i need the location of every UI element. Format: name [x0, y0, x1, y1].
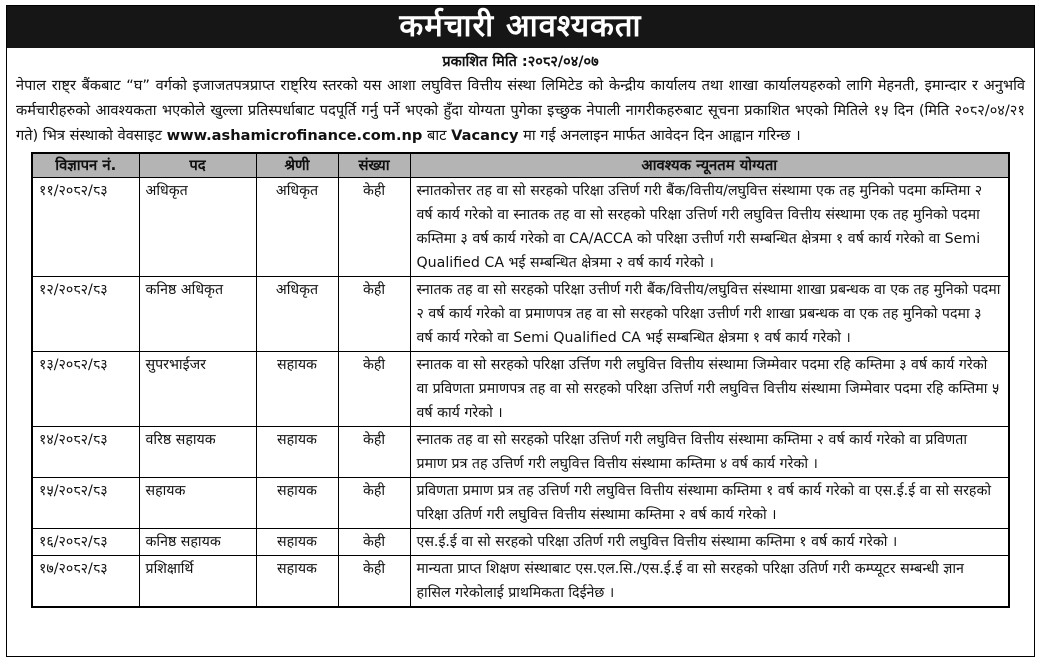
qualification-cell: स्नातक तह वा सो सरहको परिक्षा उत्तिर्ण गरी लघुवित्त वित्तीय संस्थामा कम्तिमा २ वर्ष कार्य गरेको वा प्रविणता प्रमाण प्रत्र तह उत्तिर्ण गरी लघुवित्त वित्तीय संस्थामा कम्तिमा ४ वर्ष कार्य गरेको ।: [410, 427, 1009, 478]
website-url: www.ashamicrofinance.com.np: [166, 127, 423, 145]
count-cell: केही: [338, 178, 410, 277]
column-header-count: संख्या: [338, 153, 410, 178]
table-row: [32, 529, 1009, 556]
qualification-cell: स्नातक तह वा सो सरहको परिक्षा उत्तीर्ण गरी बैंक/वित्तीय/लघुवित्त संस्थामा शाखा प्रबन्धक वा एक तह मुनिको पदमा २ वर्ष कार्य गरेको वा प्रमाणपत्र तह वा सो सरहको परिक्षा उत्तीर्ण गरी शाखा प्रबन्धक वा एक तह मुनिको पदमा ३ वर्ष कार्य गरेको वा Semi Qualified CA भई सम्बन्धित क्षेत्रमा १ वर्ष कार्य गरेको ।: [410, 277, 1009, 352]
table-row: [32, 352, 1009, 427]
count-cell: केही: [338, 277, 410, 352]
table-row: [32, 178, 1009, 277]
level-cell: सहायक: [256, 529, 338, 556]
count-cell: केही: [338, 556, 410, 608]
intro-text-2: बाट: [422, 127, 452, 145]
column-header-ad-no: विज्ञापन नं.: [32, 153, 139, 178]
intro-text-3: मा गई अनलाइन मार्फत आवेदन दिन आह्वान गरिन्छ ।: [518, 127, 801, 145]
count-cell: केही: [338, 427, 410, 478]
table-row: [32, 556, 1009, 608]
page-title: कर्मचारी आवश्यकता: [399, 8, 642, 44]
level-cell: सहायक: [256, 352, 338, 427]
level-cell: अधिकृत: [256, 277, 338, 352]
qualification-cell: स्नातक वा सो सरहको परिक्षा उर्त्तिण गरी लघुवित्त वित्तीय संस्थामा जिम्मेवार पदमा रहि कम्तिमा ३ वर्ष कार्य गरेको वा प्रविणता प्रमाणपत्र तह वा सो सरहको परिक्षा उत्तिर्ण गरी लघुवित्त वित्तीय संस्थामा जिम्मेवार पदमा रहि कम्तिमा ५ वर्ष कार्य गरेको ।: [410, 352, 1009, 427]
table-row: [32, 427, 1009, 478]
position-cell: सहायक: [139, 478, 256, 529]
position-cell: अधिकृत: [139, 178, 256, 277]
intro-paragraph: [16, 73, 1025, 148]
position-cell: सुपरभाईजर: [139, 352, 256, 427]
ad-no-cell: १२/२०८२/८३: [32, 277, 139, 352]
level-cell: सहायक: [256, 556, 338, 608]
level-cell: अधिकृत: [256, 178, 338, 277]
intro-text-1: नेपाल राष्ट्र बैंकबाट “घ” वर्गको इजाजतपत्रप्राप्त राष्ट्रिय स्तरको यस आशा लघुवित्त वित्तीय संस्था लिमिटेड को केन्द्रीय कार्यालय तथा शाखा कार्यालयहरुको लागि मेहनती, इमान्दार र अनुभवि कर्मचारीहरुको आवश्यकता भएकोले खुल्ला प्रतिस्पर्धाबाट पदपूर्ति गर्नु पर्ने भएको हुँदा योग्यता पुगेका इच्छुक नेपाली नागरीकहरुबाट सूचना प्रकाशित भएको मितिले १५ दिन (मिति २०८२/०४/२१ गते) भित्र संस्थाको वेवसाइट: [16, 77, 1025, 145]
column-header-level: श्रेणी: [256, 153, 338, 178]
position-cell: प्रशिक्षार्थि: [139, 556, 256, 608]
qualification-cell: प्रविणता प्रमाण प्रत्र तह उत्तिर्ण गरी लघुवित्त वित्तीय संस्थामा कम्तिमा १ वर्ष कार्य गरेको वा एस.ई.ई वा सो सरहको परिक्षा उतिर्ण गरी लघुवित्त वित्तीय संस्थामा कम्तिमा २ वर्ष कार्य गरेको ।: [410, 478, 1009, 529]
level-cell: सहायक: [256, 427, 338, 478]
vacancy-table: [31, 152, 1010, 608]
count-cell: केही: [338, 478, 410, 529]
vacancy-notice: [6, 5, 1035, 657]
table-row: [32, 277, 1009, 352]
position-cell: कनिष्ठ सहायक: [139, 529, 256, 556]
column-header-position: पद: [139, 153, 256, 178]
ad-no-cell: ११/२०८२/८३: [32, 178, 139, 277]
ad-no-cell: १६/२०८२/८३: [32, 529, 139, 556]
column-header-qualification: आवश्यक न्यूनतम योग्यता: [410, 153, 1009, 178]
ad-no-cell: १३/२०८२/८३: [32, 352, 139, 427]
position-cell: वरिष्ठ सहायक: [139, 427, 256, 478]
position-cell: कनिष्ठ अधिकृत: [139, 277, 256, 352]
vacancy-keyword: Vacancy: [451, 127, 519, 145]
published-date: प्रकाशित मिति :२०८२/०४/०७: [442, 54, 599, 71]
ad-no-cell: १५/२०८२/८३: [32, 478, 139, 529]
table-row: [32, 478, 1009, 529]
notice-title-banner: [7, 6, 1034, 48]
qualification-cell: स्नातकोत्तर तह वा सो सरहको परिक्षा उत्तिर्ण गरी बैंक/वित्तीय/लघुवित्त संस्थामा एक तह मुनिको पदमा कम्तिमा २ वर्ष कार्य गरेको वा स्नातक तह वा सो सरहको परिक्षा उत्तिर्ण गरी लघुवित्त वित्तीय संस्थामा एक तह मुनिको पदमा कम्तिमा ३ वर्ष कार्य गरेको वा CA/ACCA को परिक्षा उत्तीर्ण गरी सम्बन्धित क्षेत्रमा १ वर्ष कार्य गरेको वा Semi Qualified CA भई सम्बन्धित क्षेत्रमा २ वर्ष कार्य गरेको ।: [410, 178, 1009, 277]
table-header-row: [32, 153, 1009, 178]
ad-no-cell: १७/२०८२/८३: [32, 556, 139, 608]
qualification-cell: एस.ई.ई वा सो सरहको परिक्षा उतिर्ण गरी लघुवित्त वित्तीय संस्थामा कम्तिमा १ वर्ष कार्य गरेको ।: [410, 529, 1009, 556]
count-cell: केही: [338, 529, 410, 556]
count-cell: केही: [338, 352, 410, 427]
ad-no-cell: १४/२०८२/८३: [32, 427, 139, 478]
qualification-cell: मान्यता प्राप्त शिक्षण संस्थाबाट एस.एल.सि./एस.ई.ई वा सो सरहको परिक्षा उतिर्ण गरी कम्प्यूटर सम्बन्धी ज्ञान हासिल गरेकोलाई प्राथमिकता दिईनेछ ।: [410, 556, 1009, 608]
level-cell: सहायक: [256, 478, 338, 529]
